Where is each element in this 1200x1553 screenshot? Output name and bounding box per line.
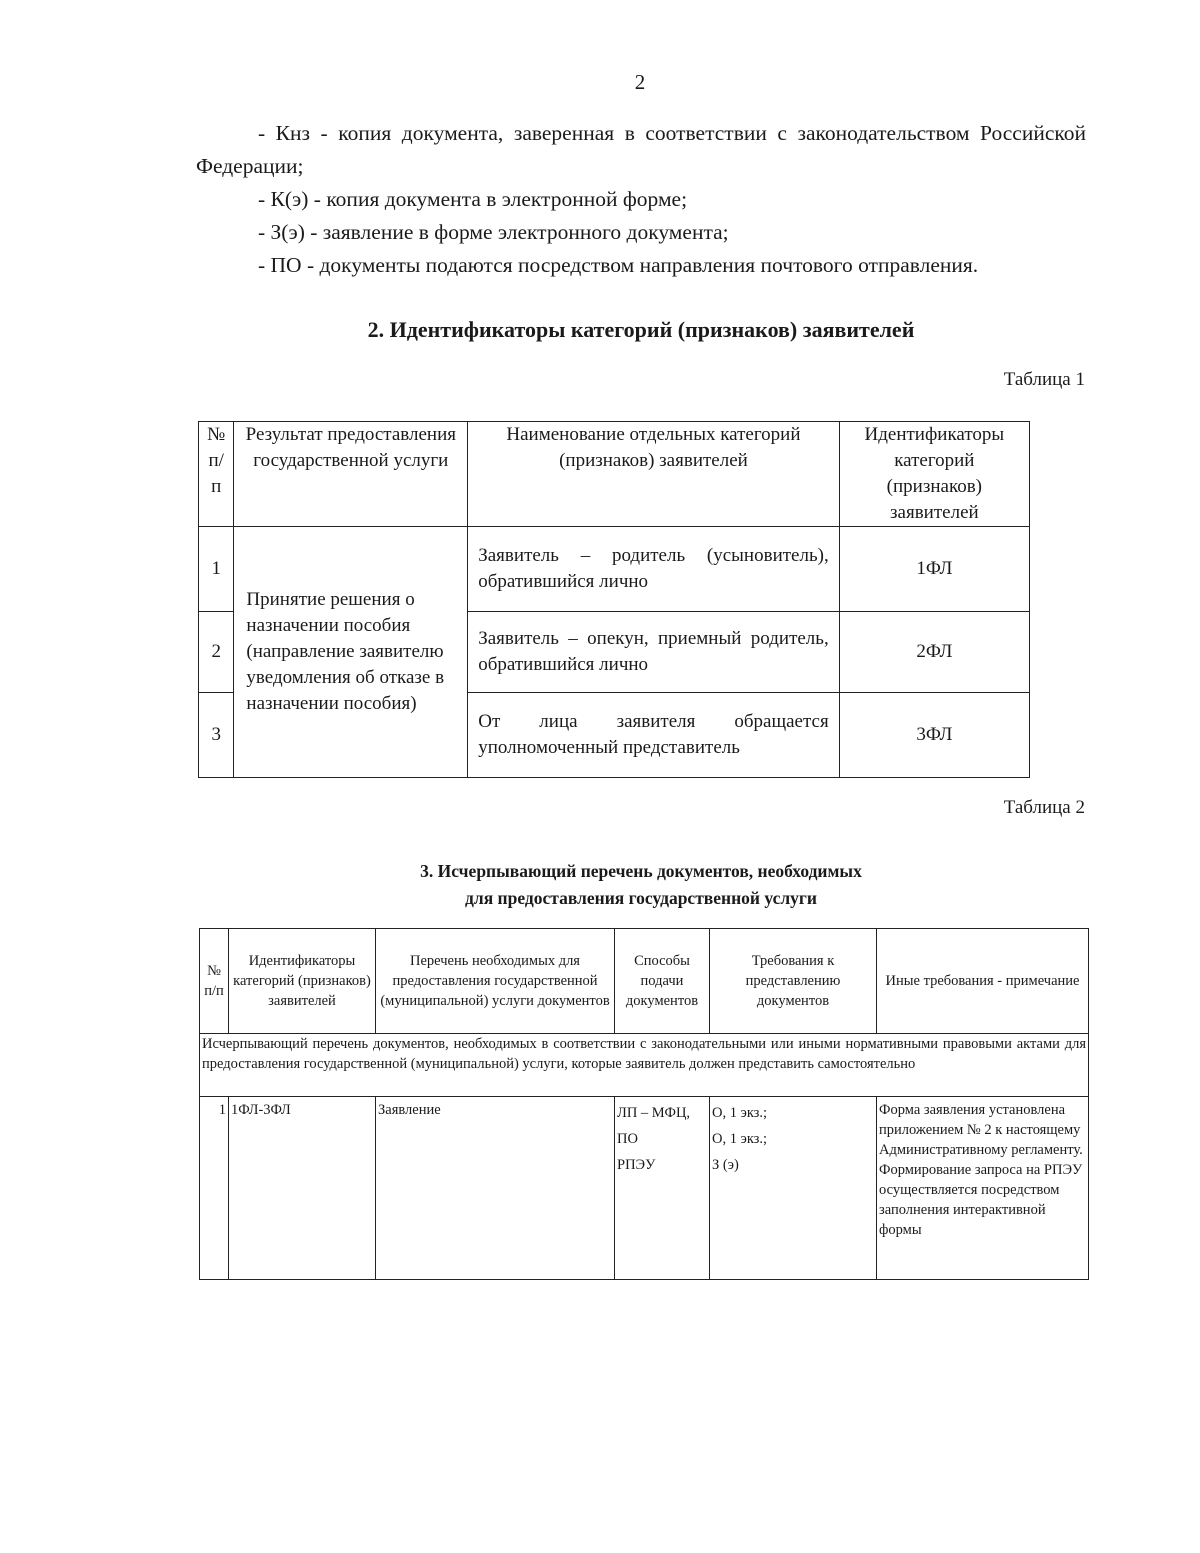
table-span-row — [200, 1034, 1089, 1097]
abbreviation-ke: - К(э) - копия документа в электронной форме; — [258, 187, 688, 211]
document-name: Заявление — [376, 1097, 615, 1280]
category-identifier: 3ФЛ — [839, 693, 1029, 778]
service-result: Принятие решения о назначении пособия (направление заявителю уведомления об отказе в назначении пособия) — [234, 527, 468, 778]
page-number: 2 — [634, 70, 646, 94]
category-name: От лица заявителя обращается уполномоченный представитель — [468, 693, 839, 778]
section-3-title-line-2: для предоставления государственной услуги — [465, 888, 817, 908]
category-identifier: 1ФЛ — [839, 527, 1029, 612]
submission-method: ПО — [617, 1131, 638, 1147]
applicant-identifiers: 1ФЛ-3ФЛ — [229, 1097, 376, 1280]
table-row — [200, 1097, 1089, 1280]
table-header-row — [199, 422, 1030, 527]
abbreviation-ze: - З(э) - заявление в форме электронного документа; — [258, 220, 729, 244]
requirement: О, 1 экз.; — [712, 1105, 768, 1121]
submission-method: ЛП – МФЦ, — [617, 1105, 691, 1121]
header-submission-methods: Способы подачи документов — [615, 929, 710, 1034]
applicant-categories-table — [198, 421, 1030, 778]
submission-methods — [615, 1097, 710, 1280]
row-number: 2 — [199, 612, 234, 693]
header-notes: Иные требования - примечание — [877, 929, 1089, 1034]
category-name: Заявитель – родитель (усыновитель), обратившийся лично — [468, 527, 839, 612]
category-identifier: 2ФЛ — [839, 612, 1029, 693]
header-requirements: Требования к представлению документов — [710, 929, 877, 1034]
table-header-row — [200, 929, 1089, 1034]
mandatory-documents-heading: Исчерпывающий перечень документов, необходимых в соответствии с законодательными или иными нормативными правовыми актами для предоставления государственной (муниципальной) услуги, которые заявитель должен представить самостоятельно — [200, 1034, 1089, 1097]
row-number: 1 — [199, 527, 234, 612]
abbreviation-knz: - Кнз - копия документа, заверенная в соответствии с законодательством Российской Федерации; — [196, 121, 1086, 178]
header-num: № п/п — [200, 929, 229, 1034]
header-num: № п/п — [199, 422, 234, 527]
row-number: 3 — [199, 693, 234, 778]
documents-list-table — [199, 928, 1089, 1280]
row-number: 1 — [200, 1097, 229, 1280]
category-name: Заявитель – опекун, приемный родитель, обратившийся лично — [468, 612, 839, 693]
abbreviations-list — [196, 117, 1086, 282]
submission-requirements — [710, 1097, 877, 1280]
header-result: Результат предоставления государственной услуги — [234, 422, 468, 527]
header-identifier: Идентификаторы категорий (признаков) заявителей — [839, 422, 1029, 527]
section-3-title-line-1: 3. Исчерпывающий перечень документов, необходимых — [420, 861, 862, 881]
header-identifiers: Идентификаторы категорий (признаков) заявителей — [229, 929, 376, 1034]
table-1-caption: Таблица 1 — [1003, 369, 1085, 390]
requirement: О, 1 экз.; — [712, 1131, 768, 1147]
header-documents-list: Перечень необходимых для предоставления государственной (муниципальной) услуги документов — [376, 929, 615, 1034]
section-2-title: 2. Идентификаторы категорий (признаков) заявителей — [367, 317, 915, 342]
submission-method: РПЭУ — [617, 1157, 656, 1173]
table-2-caption: Таблица 2 — [1003, 797, 1085, 818]
abbreviation-po: - ПО - документы подаются посредством направления почтового отправления. — [258, 253, 979, 277]
other-requirements-note: Форма заявления установлена приложением № 2 к настоящему Административному регламенту. Формирование запроса на РПЭУ осуществляется посредством заполнения интерактивной формы — [877, 1097, 1089, 1280]
section-3-title — [196, 858, 1086, 912]
requirement: З (э) — [712, 1157, 739, 1173]
table-row — [199, 527, 1030, 612]
header-category-name: Наименование отдельных категорий (признаков) заявителей — [468, 422, 839, 527]
